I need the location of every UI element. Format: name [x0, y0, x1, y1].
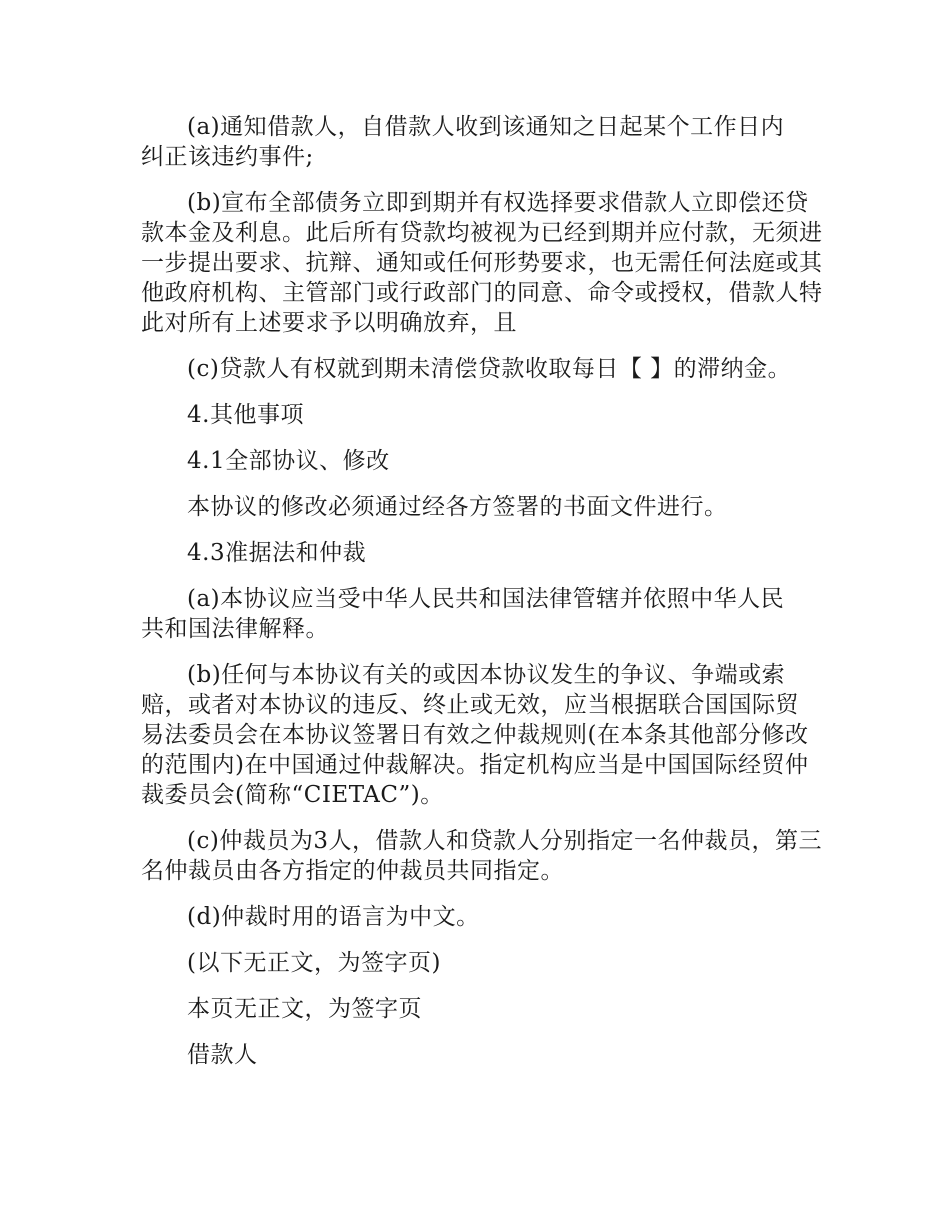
section-heading-other-matters: 4.其他事项 — [187, 402, 304, 428]
borrower-label: 借款人 — [187, 1042, 258, 1068]
clause-c-late-fee: (c)贷款人有权就到期未清偿贷款收取每日【 】的滞纳金。 — [187, 356, 792, 382]
no-text-notice: (以下无正文，为签字页) — [187, 950, 441, 976]
clause-b-acceleration: (b)宣布全部债务立即到期并有权选择要求借款人立即偿还贷款本金及利息。此后所有贷款均被视为已经到期并应付款，无须进一步提出要求、抗辩、通知或任何形势要求，也无需任何法庭或其他政府机构、主管部门或行政部门的同意、命令或授权，借款人特此对所有上述要求予以明确放弃，且 — [141, 190, 823, 336]
section-heading-governing-law: 4.3准据法和仲裁 — [187, 540, 367, 566]
clause-b-arbitration: (b)任何与本协议有关的或因本协议发生的争议、争端或索赔，或者对本协议的违反、终止或无效，应当根据联合国国际贸易法委员会在本协议签署日有效之仲裁规则(在本条其他部分修改的范围内)在中国通过仲裁解决。指定机构应当是中国国际经贸仲裁委员会(简称“CIETAC”)。 — [141, 662, 809, 808]
signature-page-notice: 本页无正文，为签字页 — [187, 996, 422, 1022]
clause-a-notify: (a)通知借款人，自借款人收到该通知之日起某个工作日内纠正该违约事件; — [141, 114, 785, 170]
section-heading-entire-agreement: 4.1全部协议、修改 — [187, 448, 390, 474]
document-body — [141, 112, 831, 1086]
clause-a-governing-law: (a)本协议应当受中华人民共和国法律管辖并依照中华人民共和国法律解释。 — [141, 586, 785, 642]
amendment-text: 本协议的修改必须通过经各方签署的书面文件进行。 — [187, 494, 728, 520]
clause-c-arbitrators: (c)仲裁员为3人，借款人和贷款人分别指定一名仲裁员，第三名仲裁员由各方指定的仲裁员共同指定。 — [141, 828, 822, 884]
clause-d-language: (d)仲裁时用的语言为中文。 — [187, 904, 480, 930]
